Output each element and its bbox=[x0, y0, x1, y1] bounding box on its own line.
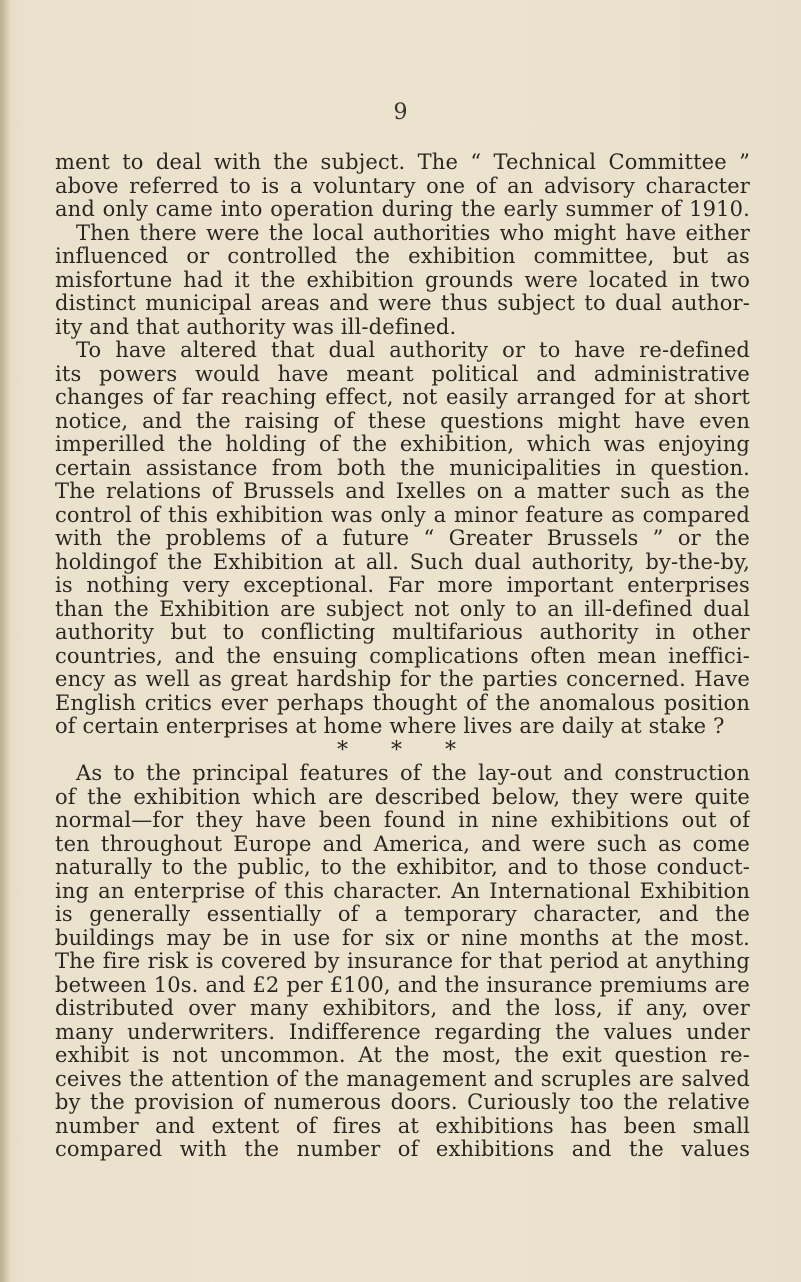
paragraph-2 bbox=[55, 339, 750, 739]
page-binding-shadow bbox=[0, 0, 10, 1282]
text-line: of certain enterprises at home where lives are daily at stake ? bbox=[55, 714, 725, 738]
text-line: compared with the number of exhibitions and the values bbox=[55, 1138, 750, 1161]
text-line: imperilled the holding of the exhibition, which was enjoying bbox=[55, 433, 750, 456]
text-line: than the Exhibition are subject not only to an ill-defined dual bbox=[55, 597, 750, 621]
text-line: The relations of Brussels and Ixelles on a matter such as the bbox=[55, 480, 750, 503]
text-line: of the exhibition which are described below, they were quite bbox=[55, 785, 750, 809]
text-line: exhibit is not uncommon. At the most, the exit question re- bbox=[55, 1044, 750, 1067]
text-line: is generally essentially of a temporary character, and the bbox=[55, 903, 750, 926]
text-line: by the provision of numerous doors. Curiously too the relative bbox=[55, 1091, 750, 1114]
text-line: control of this exhibition was only a minor feature as compared bbox=[55, 503, 750, 527]
text-line: and only came into operation during the early summer of 1910. bbox=[55, 198, 750, 221]
text-line: naturally to the public, to the exhibitor, and to those conduct- bbox=[55, 856, 750, 879]
text-line: normal—for they have been found in nine exhibitions out of bbox=[55, 809, 750, 832]
text-line: distinct municipal areas and were thus subject to dual author- bbox=[55, 292, 750, 315]
text-line: number and extent of fires at exhibitions has been small bbox=[55, 1114, 750, 1138]
text-line: many underwriters. Indifference regarding the values under bbox=[55, 1020, 750, 1044]
section-separator: * * * bbox=[337, 737, 474, 763]
text-line: ency as well as great hardship for the parties concerned. Have bbox=[55, 668, 750, 691]
text-line: authority but to conflicting multifarious authority in other bbox=[55, 621, 750, 644]
text-line: misfortune had it the exhibition grounds were located in two bbox=[55, 268, 750, 292]
text-line: ing an enterprise of this character. An International Exhibition bbox=[55, 879, 750, 903]
text-line: buildings may be in use for six or nine months at the most. bbox=[55, 926, 750, 950]
text-line: ceives the attention of the management and scruples are salved bbox=[55, 1067, 750, 1091]
body-text bbox=[55, 151, 750, 1162]
text-line: The fire risk is covered by insurance for that period at anything bbox=[55, 950, 750, 973]
text-line: its powers would have meant political and administrative bbox=[55, 362, 750, 386]
text-line: To have altered that dual authority or to have re-defined bbox=[76, 339, 750, 362]
text-line: ten throughout Europe and America, and were such as come bbox=[55, 832, 750, 856]
text-line: is nothing very exceptional. Far more important enterprises bbox=[55, 574, 750, 597]
paragraph-3 bbox=[55, 762, 750, 1162]
text-line: countries, and the ensuing complications often mean ineffici- bbox=[55, 644, 750, 668]
text-line: certain assistance from both the municipalities in question. bbox=[55, 456, 750, 480]
text-line: influenced or controlled the exhibition committee, but as bbox=[55, 245, 750, 268]
text-line: ment to deal with the subject. The “ Technical Committee ” bbox=[55, 151, 750, 174]
text-line: Then there were the local authorities who might have either bbox=[76, 221, 750, 245]
text-line: with the problems of a future “ Greater Brussels ” or the bbox=[55, 527, 750, 550]
text-line: As to the principal features of the lay-out and construction bbox=[76, 762, 750, 785]
text-line: between 10s. and £2 per £100, and the insurance premiums are bbox=[55, 973, 750, 997]
text-line: English critics ever perhaps thought of the anomalous position bbox=[55, 691, 750, 715]
text-line: above referred to is a voluntary one of an advisory character bbox=[55, 174, 750, 198]
paragraph-1 bbox=[55, 151, 750, 339]
text-line: holdingof the Exhibition at all. Such dual authority, by-the-by, bbox=[55, 550, 750, 574]
text-line: changes of far reaching effect, not easily arranged for at short bbox=[55, 386, 750, 409]
page-number: 9 bbox=[393, 100, 408, 125]
text-line: ity and that authority was ill-defined. bbox=[55, 314, 457, 339]
text-line: notice, and the raising of these questions might have even bbox=[55, 409, 750, 433]
text-line: distributed over many exhibitors, and the loss, if any, over bbox=[55, 997, 750, 1020]
